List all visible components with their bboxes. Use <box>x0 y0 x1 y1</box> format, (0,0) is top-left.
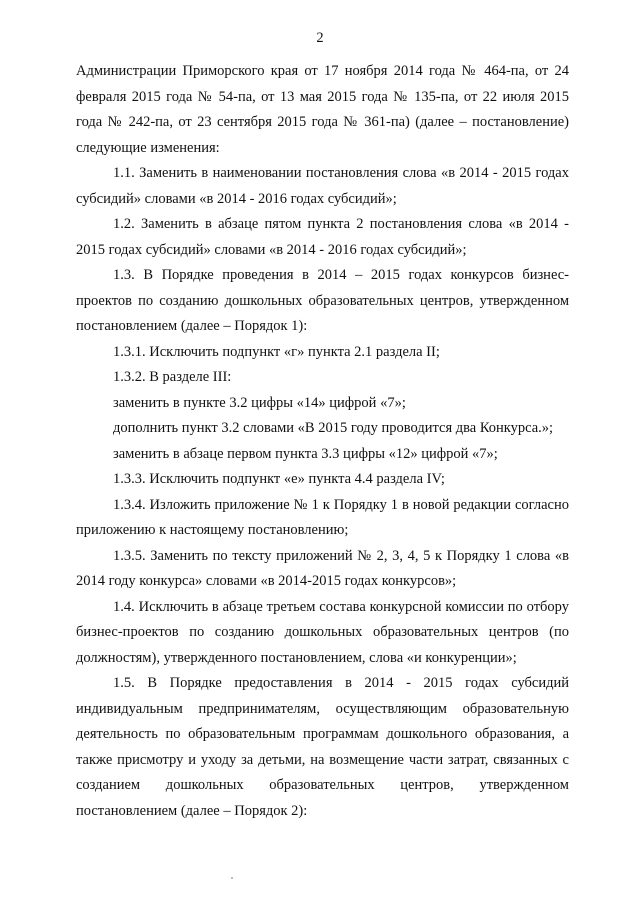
paragraph: заменить в пункте 3.2 цифры «14» цифрой «7»; <box>113 394 406 411</box>
paragraph: 1.3.5. Заменить по тексту приложений № 2, 3, 4, 5 к Порядку 1 слова «в 2014 году конкурса» словами «в 2014-2015 годах конкурсов»; <box>76 547 569 589</box>
paragraph: Администрации Приморского края от 17 ноября 2014 года № 464-па, от 24 февраля 2015 года № 54-па, от 13 мая 2015 года № 135-па, от 22 июля 2015 года № 242-па, от 23 сентября 2015 года № 361-па) (далее – постановление) следующие изменения: <box>76 63 569 156</box>
paragraph: заменить в абзаце первом пункта 3.3 цифры «12» цифрой «7»; <box>113 445 498 462</box>
page-number: 2 <box>316 30 324 46</box>
paragraph: 1.3.2. В разделе III: <box>113 369 232 385</box>
paragraph: 1.4. Исключить в абзаце третьем состава конкурсной комиссии по отбору бизнес-проектов по созданию дошкольных образовательных центров (по должностям), утвержденного постановлением, слова «и конкуренции»; <box>76 598 569 666</box>
paragraph: 1.3. В Порядке проведения в 2014 – 2015 годах конкурсов бизнес-проектов по созданию дошкольных образовательных центров, утвержденном постановлением (далее – Порядок 1): <box>76 267 569 334</box>
paragraph: 1.1. Заменить в наименовании постановления слова «в 2014 - 2015 годах субсидий» словами «в 2014 - 2016 годах субсидий»; <box>76 165 569 207</box>
paragraph: 1.3.3. Исключить подпункт «е» пункта 4.4 раздела IV; <box>113 471 445 487</box>
paragraph: 1.5. В Порядке предоставления в 2014 - 2015 годах субсидий индивидуальным предпринимателям, осуществляющим образовательную деятельность по образовательным программам дошкольного образования, а также присмотру и уходу за детьми, на возмещение части затрат, связанных с созданием дошкольных образовательных центров, утвержденном постановлением (далее – Порядок 2): <box>76 675 569 819</box>
scan-speck <box>231 877 233 879</box>
paragraph: 1.3.1. Исключить подпункт «г» пункта 2.1 раздела II; <box>113 343 440 360</box>
paragraph: дополнить пункт 3.2 словами «В 2015 году проводится два Конкурса.»; <box>113 420 554 436</box>
paragraph: 1.2. Заменить в абзаце пятом пункта 2 постановления слова «в 2014 - 2015 годах субсидий» словами «в 2014 - 2016 годах субсидий»; <box>76 216 569 258</box>
paragraph: 1.3.4. Изложить приложение № 1 к Порядку 1 в новой редакции согласно приложению к настоящему постановлению; <box>76 496 569 538</box>
document-body <box>76 59 569 824</box>
